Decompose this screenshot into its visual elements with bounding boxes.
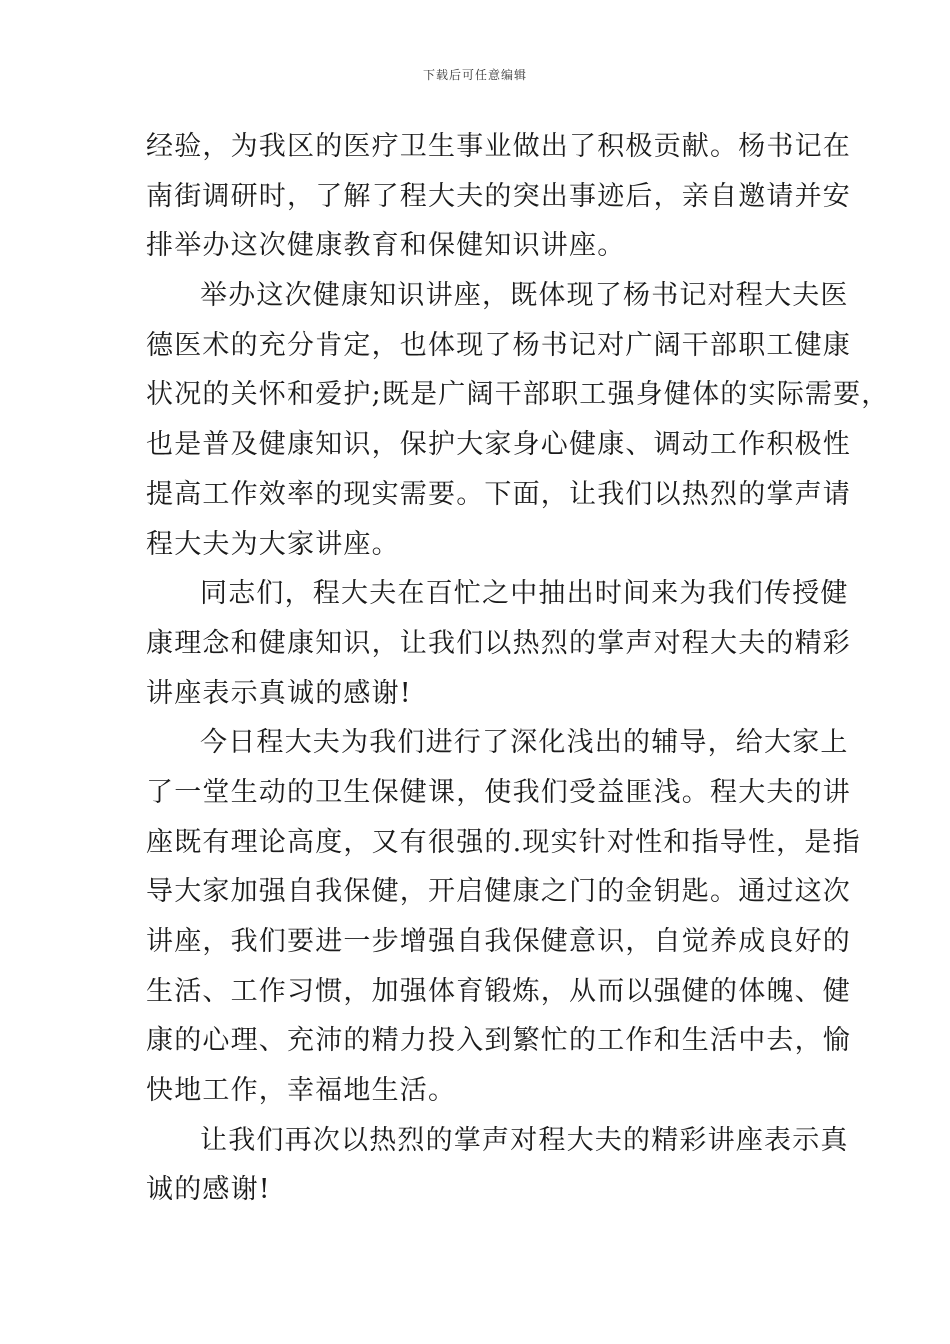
text-line: 了一堂生动的卫生保健课，使我们受益匪浅。程大夫的讲 [146,776,851,808]
text-line: 经验，为我区的医疗卫生事业做出了积极贡献。杨书记在 [146,131,851,162]
paragraph [146,569,851,718]
text-line: 座既有理论高度，又有很强的.现实针对性和指导性，是指 [146,826,861,858]
text-line: 讲座表示真诚的感谢! [146,677,412,709]
text-line: 讲座，我们要进一步增强自我保健意识，自觉养成良好的 [146,926,851,957]
paragraph [146,718,861,1116]
document-body [146,122,890,1215]
text-line: 今日程大夫为我们进行了深化浅出的辅导，给大家上 [200,727,849,759]
text-line: 德医术的充分肯定，也体现了杨书记对广阔干部职工健康 [146,329,851,361]
text-line: 快地工作，幸福地生活。 [146,1075,457,1107]
text-line: 也是普及健康知识，保护大家身心健康、调动工作积极性 [146,429,851,461]
text-line: 同志们，程大夫在百忙之中抽出时间来为我们传授健 [200,578,849,610]
page-header-note: 下载后可任意编辑 [422,68,527,82]
paragraph [146,122,851,271]
text-line: 举办这次健康知识讲座，既体现了杨书记对程大夫医 [200,280,849,312]
text-line: 生活、工作习惯，加强体育锻炼，从而以强健的体魄、健 [146,975,851,1007]
text-line: 导大家加强自我保健，开启健康之门的金钥匙。通过这次 [146,876,851,908]
text-line: 提高工作效率的现实需要。下面，让我们以热烈的掌声请 [146,478,851,510]
text-line: 让我们再次以热烈的掌声对程大夫的精彩讲座表示真 [200,1124,849,1156]
text-line: 诚的感谢! [146,1174,271,1206]
text-line: 康理念和健康知识，让我们以热烈的掌声对程大夫的精彩 [146,627,851,659]
text-line: 康的心理、充沛的精力投入到繁忙的工作和生活中去，愉 [146,1025,851,1057]
text-line: 程大夫为大家讲座。 [146,528,400,560]
text-line: 南街调研时，了解了程大夫的突出事迹后，亲自邀请并安 [146,180,851,212]
text-line: 状况的关怀和爱护;既是广阔干部职工强身健体的实际需要， [146,379,890,411]
text-line: 排举办这次健康教育和保健知识讲座。 [146,230,626,262]
paragraph [146,1116,849,1215]
paragraph [146,271,890,569]
